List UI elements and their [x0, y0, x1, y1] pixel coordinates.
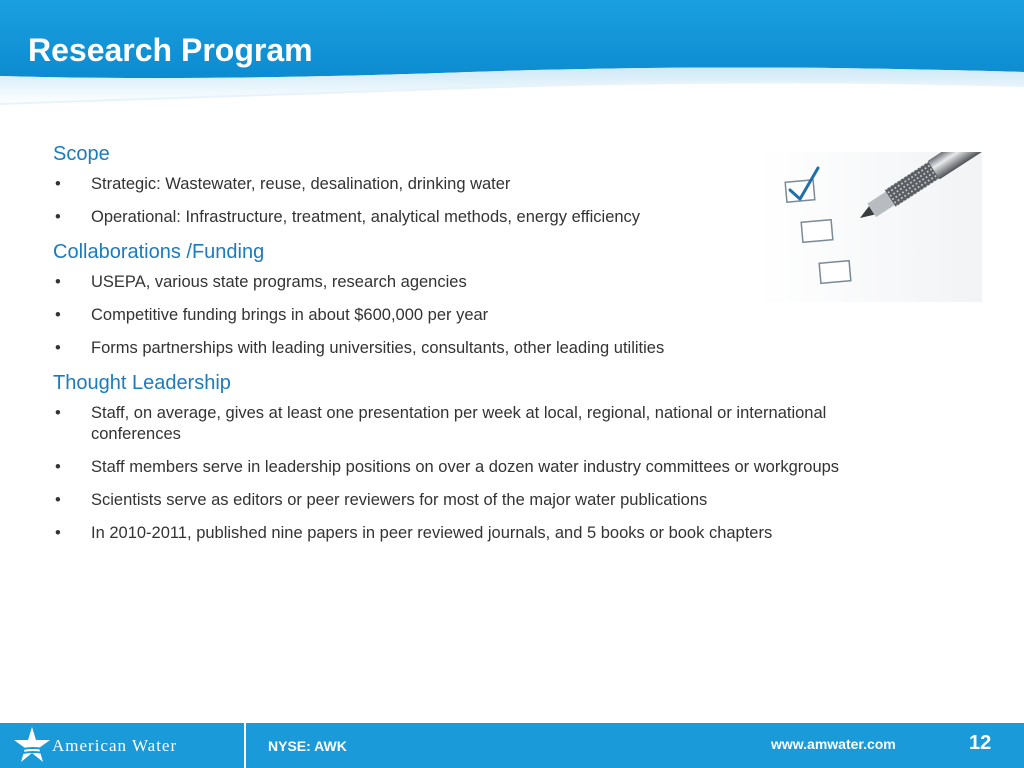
list-item — [53, 174, 853, 195]
bullet-text: Staff, on average, gives at least one presentation per week at local, regional, national or international conferences — [91, 404, 827, 443]
list-item — [53, 490, 853, 511]
bullet-marker: • — [55, 175, 61, 193]
bullet-marker: • — [55, 404, 61, 422]
checklist-pen-image — [760, 152, 982, 302]
section-collaborations — [53, 240, 853, 359]
bullet-text: Competitive funding brings in about $600,000 per year — [91, 306, 489, 324]
page-number: 12 — [969, 732, 992, 754]
bullet-text: In 2010-2011, published nine papers in peer reviewed journals, and 5 books or book chapters — [91, 524, 773, 542]
bullet-marker: • — [55, 458, 61, 476]
section-heading: Scope — [53, 143, 110, 165]
section-thought-leadership — [53, 371, 853, 544]
bullet-list — [53, 403, 853, 544]
content-area — [53, 142, 853, 556]
company-logo-text: American Water — [52, 736, 178, 755]
page-title: Research Program — [28, 32, 313, 68]
bullet-list — [53, 174, 853, 228]
list-item — [53, 338, 853, 359]
bullet-marker: • — [55, 339, 61, 357]
bullet-text: Strategic: Wastewater, reuse, desalination, drinking water — [91, 175, 511, 193]
checkbox-empty-icon — [819, 261, 851, 284]
section-scope — [53, 142, 853, 228]
list-item — [53, 272, 853, 293]
stock-ticker: NYSE: AWK — [268, 738, 347, 754]
bullet-marker: • — [55, 524, 61, 542]
bullet-text: Scientists serve as editors or peer reviewers for most of the major water publications — [91, 491, 708, 509]
bullet-text: Forms partnerships with leading universities, consultants, other leading utilities — [91, 339, 665, 357]
section-heading: Collaborations /Funding — [53, 241, 265, 263]
bullet-list — [53, 272, 853, 359]
header-banner — [0, 0, 1024, 110]
bullet-marker: • — [55, 491, 61, 509]
bullet-text: Staff members serve in leadership positions on over a dozen water industry committees or workgroups — [91, 458, 840, 476]
section-heading: Thought Leadership — [53, 372, 231, 394]
list-item — [53, 523, 853, 544]
bullet-text: USEPA, various state programs, research agencies — [91, 273, 467, 291]
bullet-text: Operational: Infrastructure, treatment, analytical methods, energy efficiency — [91, 208, 641, 226]
list-item — [53, 457, 853, 478]
footer-bar — [0, 723, 1024, 768]
star-logo-icon — [14, 723, 54, 768]
bullet-marker: • — [55, 306, 61, 324]
footer-divider — [244, 723, 246, 768]
bullet-marker: • — [55, 273, 61, 291]
checkbox-empty-icon — [801, 220, 833, 243]
website-url: www.amwater.com — [771, 736, 896, 752]
list-item — [53, 305, 853, 326]
list-item — [53, 207, 853, 228]
list-item — [53, 403, 853, 445]
bullet-marker: • — [55, 208, 61, 226]
